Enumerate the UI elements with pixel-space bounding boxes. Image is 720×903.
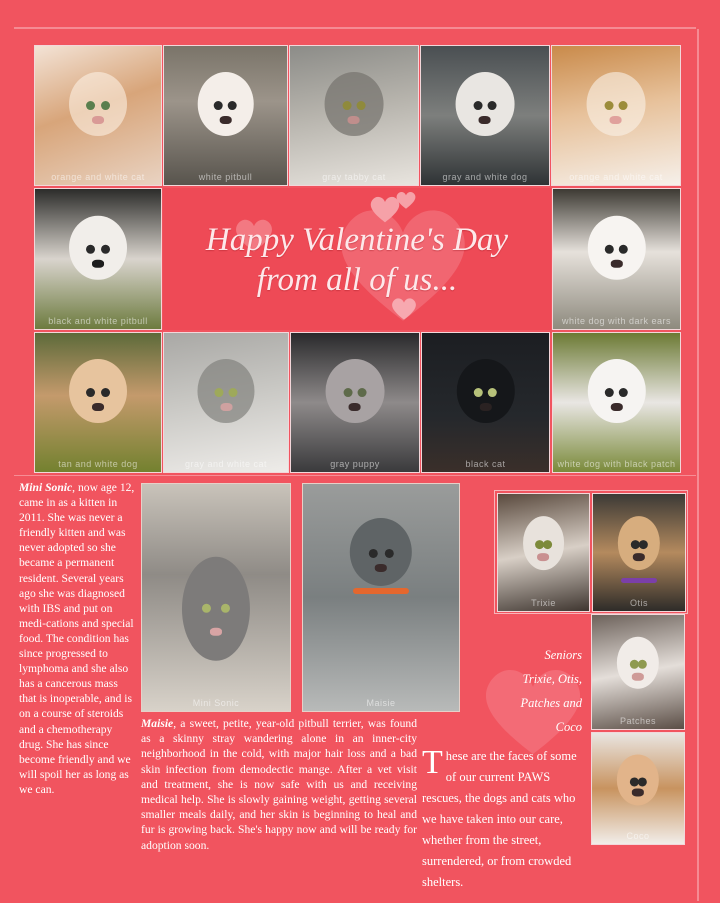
photo-label: orange and white cat (51, 172, 145, 182)
purple-collar (621, 578, 658, 583)
photo-label: Coco (626, 831, 650, 841)
photo-dog-white-black-ears (552, 188, 681, 330)
mini-sonic-text: , now age 12, came in as a kitten in 2011. She was never a friendly kitten and was never adopted so she became a permanent resident. Several years ago she was diagnosed with IBS and put on medi-cations and special food. The condition has since progressed to lymphoma and she also has a cancerous mass that is inoperable, and is on a course of steroids and a chemotherapy drug. She has since become friendly and we will spoil her as long as we can. (19, 481, 135, 796)
photo-label: Mini Sonic (192, 698, 240, 708)
photo-cat-gray-white (163, 332, 289, 473)
mini-sonic-story (19, 480, 137, 797)
photo-label: black and white pitbull (48, 316, 148, 326)
photo-coco (591, 732, 685, 845)
orange-collar (353, 588, 409, 594)
photo-label: white dog with black patch (557, 459, 676, 469)
photo-dog-tan-white (34, 332, 162, 473)
seniors-caption (500, 643, 582, 739)
photo-label: orange and white cat (569, 172, 663, 182)
photo-label: white pitbull (198, 172, 253, 182)
maisie-story (141, 716, 417, 853)
photo-cat-black (421, 332, 550, 473)
photo-label: Otis (629, 598, 648, 608)
photo-label: white dog with dark ears (561, 316, 672, 326)
photo-dog-white-black-patch (552, 332, 681, 473)
banner-line-2: from all of us... (256, 262, 458, 298)
seniors-line-3: Patches and (520, 696, 582, 710)
photo-dog-black-white (34, 188, 162, 330)
photo-cat-gray-tabby (289, 45, 419, 186)
mini-sonic-name: Mini Sonic (19, 481, 73, 494)
photo-label: Patches (619, 716, 657, 726)
photo-label: gray puppy (330, 459, 380, 469)
photo-cat-orange-white (34, 45, 162, 186)
photo-label: gray tabby cat (322, 172, 386, 182)
seniors-line-4: Coco (555, 720, 582, 734)
seniors-line-2: Trixie, Otis, (522, 672, 582, 686)
valentine-banner (163, 188, 551, 330)
heart-icon (395, 190, 417, 210)
photo-otis (592, 493, 686, 612)
maisie-name: Maisie (141, 717, 174, 730)
photo-label: Trixie (531, 598, 556, 608)
photo-label: Maisie (366, 698, 396, 708)
photo-cat-orange-lying (551, 45, 681, 186)
faces-text: hese are the faces of some of our current PAWS rescues, the dogs and cats who we have taken into our care, whether from the street, surrendered, or from crowded shelters. (422, 749, 577, 889)
right-rule (697, 29, 699, 901)
drop-cap: T (422, 744, 443, 781)
photo-label: black cat (465, 459, 506, 469)
section-divider (14, 475, 696, 476)
photo-dog-white-pit (163, 45, 288, 186)
photo-label: gray and white dog (442, 172, 528, 182)
banner-title (163, 220, 551, 300)
top-rule (14, 27, 696, 29)
maisie-text: , a sweet, petite, year-old pitbull terrier, was found as a skinny stray wandering alone in an inner-city neighborhood in the cold, with major hair loss and a bad skin infection from demodectic mange. After a vet visit and treatment, she is now safe with us and receiving medical help. She is slowly gaining weight, getting several smaller meals daily, and her skin is beginning to heal and fur is growing back. She's happy now and will be ready for adoption soon. (141, 717, 417, 852)
photo-dog-gray-white (420, 45, 550, 186)
seniors-line-1: Seniors (544, 648, 582, 662)
photo-trixie (497, 493, 590, 612)
faces-caption (422, 746, 590, 893)
photo-maisie (302, 483, 460, 712)
photo-patches (591, 614, 685, 730)
banner-line-1: Happy Valentine's Day (205, 222, 509, 258)
photo-label: gray and white cat (184, 459, 268, 469)
photo-label: tan and white dog (58, 459, 138, 469)
photo-dog-gray-puppy (290, 332, 420, 473)
photo-mini-sonic (141, 483, 291, 712)
